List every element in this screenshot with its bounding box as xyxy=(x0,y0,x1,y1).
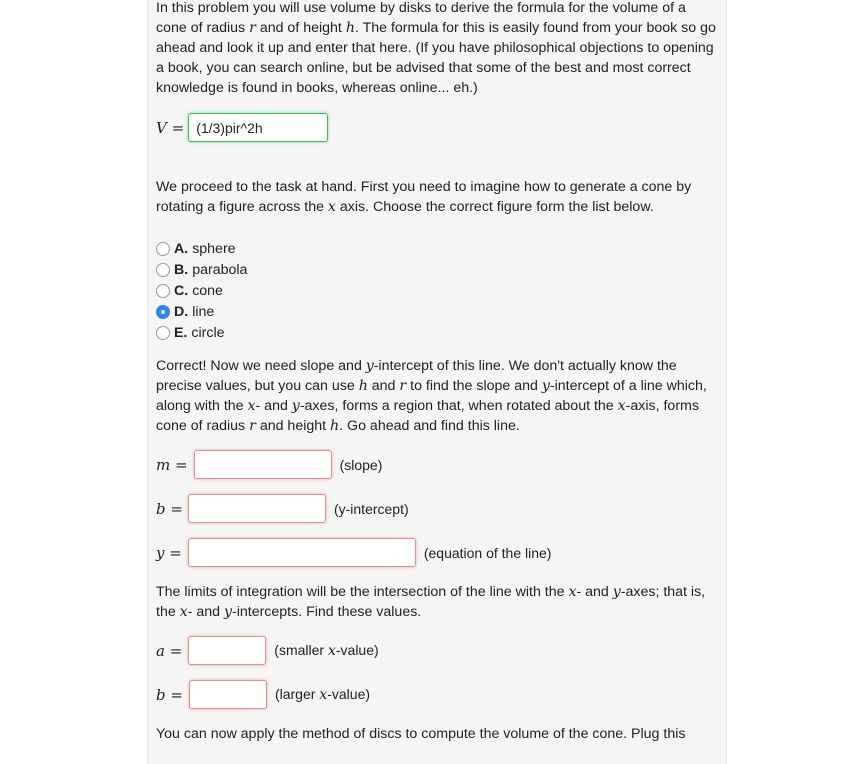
intercept-label: b = xyxy=(156,499,183,518)
intro-paragraph: In this problem you will use volume by disks to derive the formula for the volume of a cone of radius r and of height h. The formula for this is easily found from your book so go ahead and look it up and enter that here. (If you have philosophical objections to opening a book, you can search online, but be advised that some of the best and most correct knowledge is found in books, whereas online... eh.) xyxy=(156,0,716,96)
upper-limit-hint: (larger x-value) xyxy=(274,686,371,703)
volume-formula-input[interactable] xyxy=(188,113,328,142)
lower-limit-row xyxy=(156,636,379,665)
radio-d[interactable] xyxy=(156,305,170,319)
slope-label: m = xyxy=(156,455,188,474)
upper-limit-input[interactable] xyxy=(189,680,267,709)
option-b[interactable]: B. parabola xyxy=(156,259,247,280)
intercept-row xyxy=(156,494,409,523)
upper-limit-label: b = xyxy=(156,685,183,704)
lower-limit-label: a = xyxy=(156,641,183,660)
line-equation-label: y = xyxy=(156,543,182,562)
option-d[interactable]: D. line xyxy=(156,301,247,322)
correct-feedback-paragraph: Correct! Now we need slope and y-intercept of this line. We don't actually know the precise values, but you can use h and r to find the slope and y-intercept of a line which, along with the x- and y-axes, forms a region that, when rotated about the x-axis, forms cone of radius r and height h. Go ahead and find this line. xyxy=(156,358,707,434)
option-c[interactable]: C. cone xyxy=(156,280,247,301)
lower-limit-input[interactable] xyxy=(188,636,266,665)
radio-a[interactable] xyxy=(156,242,170,256)
limits-paragraph: The limits of integration will be the intersection of the line with the x- and y-axes; that is, the x- and y-intercepts. Find these values. xyxy=(156,584,706,620)
intercept-input[interactable] xyxy=(188,494,326,523)
volume-label: V = xyxy=(156,118,185,137)
upper-limit-row xyxy=(156,680,370,709)
line-equation-row xyxy=(156,538,551,567)
option-a[interactable]: A. sphere xyxy=(156,238,247,259)
radio-b[interactable] xyxy=(156,263,170,277)
radio-c[interactable] xyxy=(156,284,170,298)
radio-e[interactable] xyxy=(156,326,170,340)
volume-row xyxy=(156,113,328,142)
slope-hint: (slope) xyxy=(339,456,383,473)
figure-options xyxy=(156,238,247,343)
lower-limit-hint: (smaller x-value) xyxy=(274,642,379,659)
intercept-hint: (y-intercept) xyxy=(333,500,409,517)
final-paragraph: You can now apply the method of discs to compute the volume of the cone. Plug this xyxy=(156,726,686,742)
line-equation-input[interactable] xyxy=(188,538,416,567)
line-equation-hint: (equation of the line) xyxy=(423,544,552,561)
option-e[interactable]: E. circle xyxy=(156,322,247,343)
slope-row xyxy=(156,450,382,479)
task-paragraph: We proceed to the task at hand. First you need to imagine how to generate a cone by rotating a figure across the x axis. Choose the correct figure form the list below. xyxy=(156,179,692,215)
slope-input[interactable] xyxy=(194,450,332,479)
